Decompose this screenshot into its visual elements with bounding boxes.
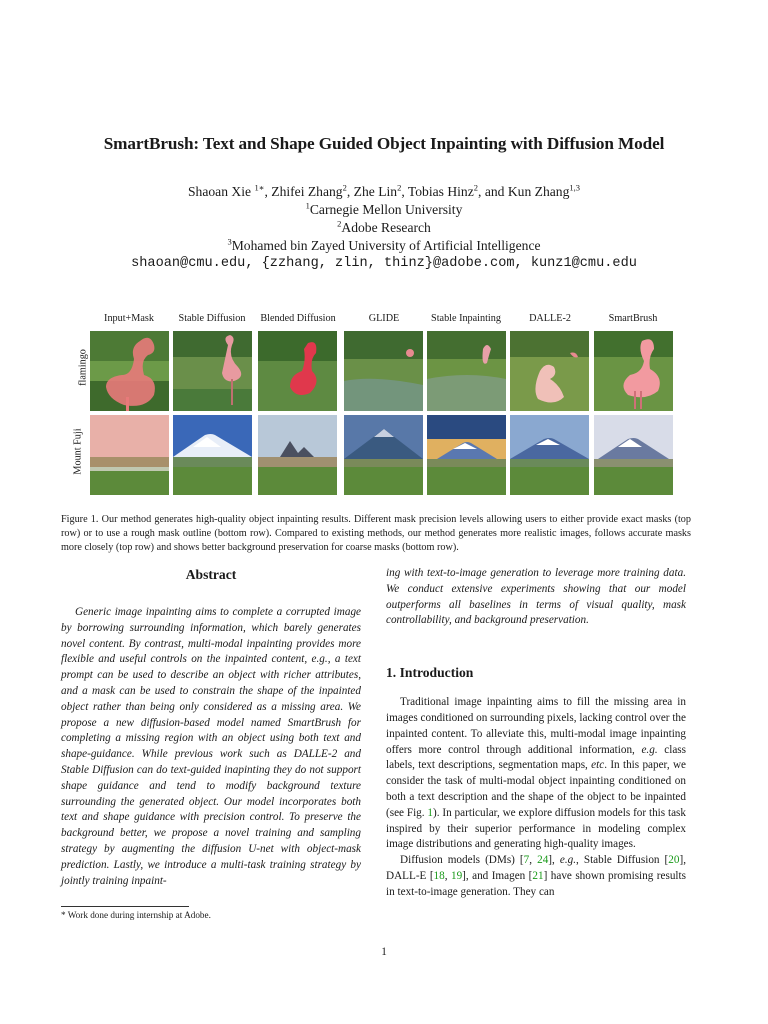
column-header: Stable Inpainting [431, 313, 501, 324]
abstract-continuation: ing with text-to-image generation to leverage more training data. We conduct extensive experiments showing that our model outperforms all baselines in terms of visual quality, mask controllability, and background preservation. [386, 567, 686, 627]
column-header: Input+Mask [104, 313, 154, 324]
left-column [61, 566, 361, 889]
image-flamingo-stable-diffusion [173, 331, 252, 411]
citation-link[interactable]: 7 [523, 854, 530, 867]
footnote: * Work done during internship at Adobe. [61, 910, 211, 920]
image-flamingo-input-mask [90, 331, 169, 411]
author-emails: shaoan@cmu.edu, {zzhang, zlin, thinz}@adobe.com, kunz1@cmu.edu [131, 256, 637, 271]
citation-link[interactable]: 18 [433, 869, 445, 882]
citation-link[interactable]: 20 [668, 854, 680, 867]
introduction-heading: 1. Introduction [386, 665, 474, 681]
image-fuji-glide [344, 415, 423, 495]
image-fuji-stable-inpainting [427, 415, 506, 495]
image-flamingo-dalle-2 [510, 331, 589, 411]
column-header: DALLE-2 [529, 313, 571, 324]
row-label-mount-fuji: Mount Fuji [72, 428, 84, 475]
image-flamingo-glide [344, 331, 423, 411]
column-header: Stable Diffusion [178, 313, 246, 324]
affiliation-3: $^3$Mohamed bin Zayed University of Artificial Intelligence [227, 236, 541, 253]
intro-paragraph-1: Traditional image inpainting aims to fill the missing area in images conditioned on surrounding pixels, lacking control over the inpainted content. To alleviate this, multi-modal image inpainting offers more control through additional information, e.g. class labels, text descriptions, segmentation maps, etc. In this paper, we consider the task of multi-modal object inpainting conditioned on both a text description and the shape of the object to be inpainted (see Fig. 1). In particular, we explore diffusion models for this task inspired by their superior performance in modeling complex image distributions and generating high-quality images. [386, 696, 686, 851]
author-block [0, 183, 768, 273]
footnote-divider [61, 906, 189, 907]
citation-link[interactable]: 21 [532, 869, 544, 882]
right-column [386, 566, 686, 901]
image-fuji-input-mask [90, 415, 169, 495]
image-fuji-stable-diffusion [173, 415, 252, 495]
author-list: Shaoan Xie $^{1∗}$, Zhifei Zhang$^2$, Zhe Lin$^2$, Tobias Hinz$^2$, and Kun Zhang$^{1,3}$ [187, 182, 581, 199]
image-flamingo-stable-inpainting [427, 331, 506, 411]
column-header: GLIDE [368, 313, 400, 324]
figure-reference-link[interactable]: 1 [427, 806, 434, 819]
image-flamingo-blended-diffusion [258, 331, 337, 411]
affiliation-2: $^2$Adobe Research [337, 218, 431, 235]
image-fuji-dalle-2 [510, 415, 589, 495]
paper-title: SmartBrush: Text and Shape Guided Object Inpainting with Diffusion Model [103, 134, 665, 153]
abstract-text: Generic image inpainting aims to complete a corrupted image by borrowing surrounding information, which barely generates novel content. By contrast, multi-modal inpainting provides more flexible and useful controls on the inpainted content, e.g., a text prompt can be used to describe an object with richer attributes, and a mask can be used to constrain the shape of the inpainted object rather than being only considered as a missing area. We propose a new diffusion-based model named SmartBrush for completing a missing region with an object using both text and shape-guidance. While previous work such as DALLE-2 and Stable Diffusion can do text-guided inapinting they do not support shape guidance and tend to modify background texture surrounding the generated object. Our model incorporates both text and shape guidance with precision control. To preserve the background better, we propose a novel training and sampling strategy by augmenting the diffusion U-net with object-mask prediction. Lastly, we introduce a multi-task training strategy by jointly training inpaint- [61, 606, 361, 887]
abstract-heading: Abstract [185, 567, 237, 582]
intro-paragraph-2: Diffusion models (DMs) [7, 24], e.g., Stable Diffusion [20], DALL-E [18, 19], and Imagen [21] have shown promising results in text-to-image generation. They can [386, 854, 687, 898]
citation-link[interactable]: 19 [450, 869, 463, 882]
row-label-flamingo: flamingo [77, 349, 89, 386]
citation-link[interactable]: 24 [537, 854, 549, 867]
page-number: 1 [381, 946, 387, 958]
column-header: Blended Diffusion [260, 313, 336, 324]
figure-caption: Figure 1. Our method generates high-quality object inpainting results. Different mask precision levels allowing users to either provide exact masks (top row) or to use a rough mask outline (bottom row). Compared to existing methods, our method generates more realistic images, follows accurate masks more closely (top row) and shows better background preservation for coarse masks (bottom row). [61, 514, 691, 553]
image-flamingo-smartbrush [594, 331, 673, 411]
image-fuji-blended-diffusion [258, 415, 337, 495]
column-header: SmartBrush [608, 313, 658, 324]
image-fuji-smartbrush [594, 415, 673, 495]
affiliation-1: $^1$Carnegie Mellon University [305, 200, 463, 217]
